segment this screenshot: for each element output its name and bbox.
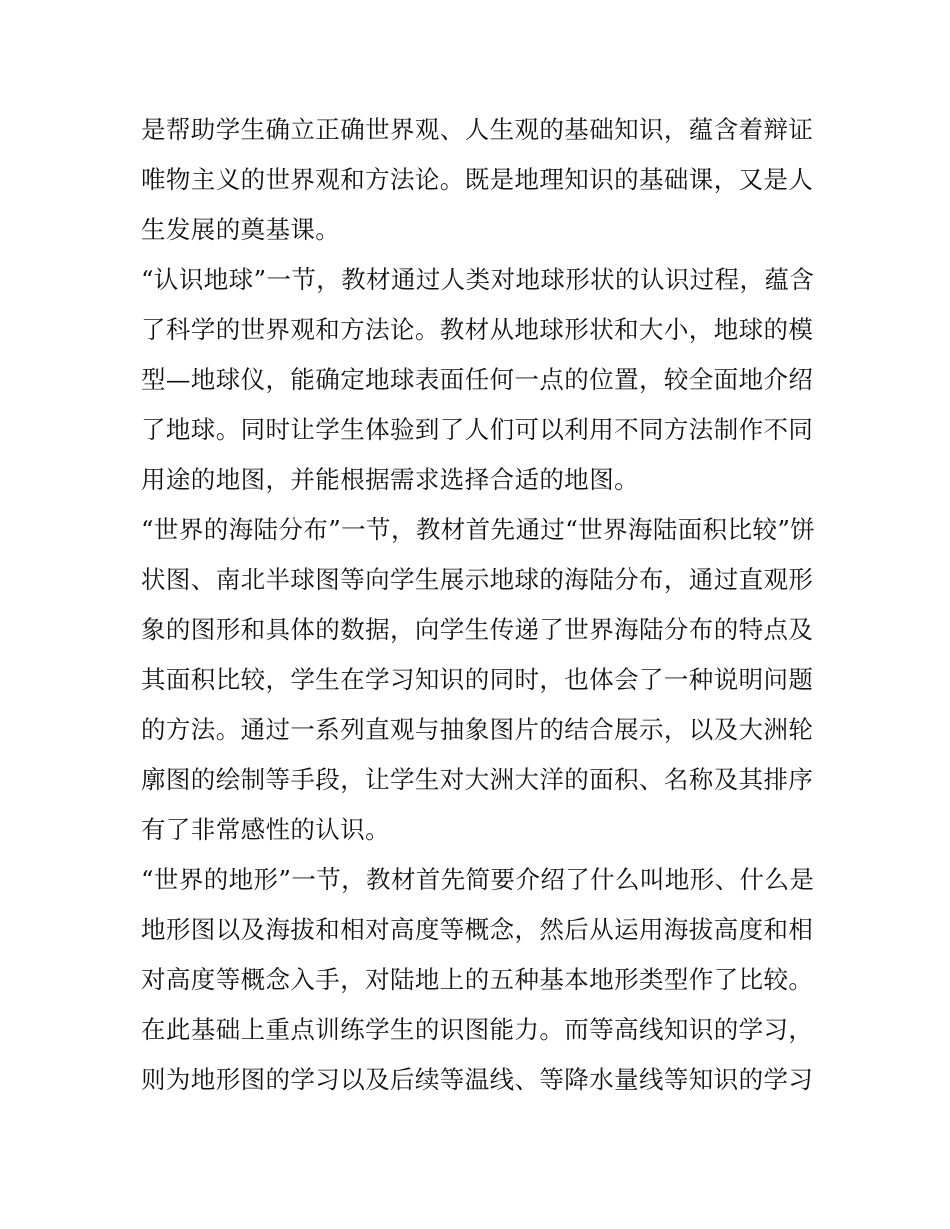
text-line: 生发展的奠基课。 [141, 215, 341, 244]
text-line: 有了非常感性的认识。 [141, 815, 390, 844]
text-line: “世界的海陆分布”一节，教材首先通过“世界海陆面积比较”饼 [141, 515, 816, 544]
text-line: 了地球。同时让学生体验到了人们可以利用不同方法制作不同 [141, 415, 814, 444]
text-line: 用途的地图，并能根据需求选择合适的地图。 [141, 465, 639, 494]
text-line: 在此基础上重点训练学生的识图能力。而等高线知识的学习， [141, 1015, 814, 1044]
text-line: 则为地形图的学习以及后续等温线、等降水量线等知识的学习 [141, 1065, 814, 1094]
text-line: 地形图以及海拔和相对高度等概念，然后从运用海拔高度和相 [141, 915, 814, 944]
text-line: 型—地球仪，能确定地球表面任何一点的位置，较全面地介绍 [141, 365, 814, 394]
text-line: 其面积比较，学生在学习知识的同时，也体会了一种说明问题 [141, 665, 814, 694]
text-line: 是帮助学生确立正确世界观、人生观的基础知识，蕴含着辩证 [141, 115, 814, 144]
text-line: “认识地球”一节，教材通过人类对地球形状的认识过程，蕴含 [141, 265, 815, 294]
body-text [141, 105, 816, 1105]
text-line: 象的图形和具体的数据，向学生传递了世界海陆分布的特点及 [141, 615, 814, 644]
text-line: 状图、南北半球图等向学生展示地球的海陆分布，通过直观形 [141, 565, 814, 594]
text-line: 了科学的世界观和方法论。教材从地球形状和大小，地球的模 [141, 315, 814, 344]
text-line: 唯物主义的世界观和方法论。既是地理知识的基础课，又是人 [141, 165, 814, 194]
text-line: 廓图的绘制等手段，让学生对大洲大洋的面积、名称及其排序 [141, 765, 814, 794]
text-line: 对高度等概念入手，对陆地上的五种基本地形类型作了比较。 [141, 965, 814, 994]
text-line: “世界的地形”一节，教材首先简要介绍了什么叫地形、什么是 [141, 865, 815, 894]
text-line: 的方法。通过一系列直观与抽象图片的结合展示，以及大洲轮 [141, 715, 814, 744]
